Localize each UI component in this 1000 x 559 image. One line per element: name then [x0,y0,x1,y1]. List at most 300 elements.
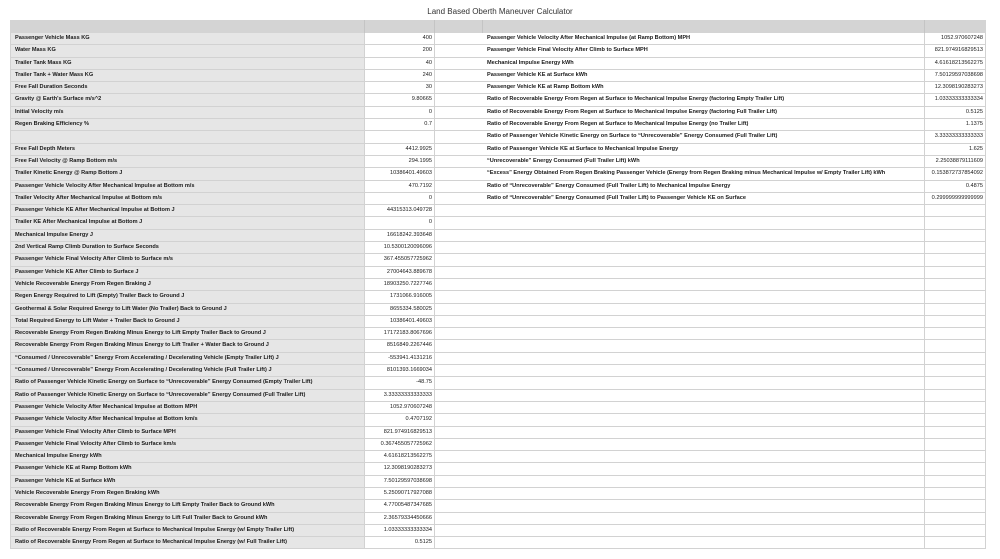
row-value-cell[interactable]: 17172183.8067696 [365,328,435,339]
row-value-cell[interactable] [925,230,986,241]
row-label-cell[interactable]: Mechanical Impulse Energy kWh [11,451,365,462]
empty-cell[interactable] [435,193,484,204]
row-value-cell[interactable] [925,217,986,228]
row-label-cell[interactable]: Passenger Vehicle KE After Mechanical Impulse at Bottom J [11,205,365,216]
row-label-cell[interactable] [483,537,925,548]
table-row [11,242,484,254]
row-value-cell[interactable] [925,525,986,536]
table-row [11,340,484,352]
row-label-cell[interactable] [483,365,925,376]
table-row [483,328,986,340]
row-label-cell[interactable]: Ratio of Recoverable Energy From Regen at Surface to Mechanical Impulse Energy (w/ Full Trailer Lift) [11,537,365,548]
empty-cell[interactable] [435,119,484,130]
row-value-cell[interactable] [925,463,986,474]
row-value-cell[interactable]: 1.03333333333334 [365,525,435,536]
row-label-cell[interactable] [483,230,925,241]
table-row [483,513,986,525]
row-value-cell[interactable] [925,513,986,524]
row-value-cell[interactable] [925,488,986,499]
empty-cell[interactable] [435,94,484,105]
table-row [11,463,484,475]
row-value-cell[interactable] [925,451,986,462]
row-label-cell[interactable]: Passenger Vehicle Final Velocity After Climb to Surface MPH [483,45,925,56]
table-row [483,107,986,119]
table-row [483,205,986,217]
empty-cell[interactable] [435,451,484,462]
table-row [483,414,986,426]
table-row [483,144,986,156]
table-row [11,217,484,229]
table-row [11,476,484,488]
column-header-c[interactable] [435,20,483,33]
empty-cell[interactable] [435,267,484,278]
row-value-cell[interactable]: 8655334.580025 [365,304,435,315]
table-row [483,131,986,143]
row-label-cell[interactable]: Geothermal & Solar Required Energy to Lift Water (No Trailer) Back to Ground J [11,304,365,315]
row-label-cell[interactable]: 2nd Vertical Ramp Climb Duration to Surface Seconds [11,242,365,253]
row-label-cell[interactable]: Ratio of Passenger Vehicle Kinetic Energy on Surface to “Unrecoverable” Energy Consumed (Empty Trailer Lift) [11,377,365,388]
row-label-cell[interactable] [483,316,925,327]
row-value-cell[interactable]: 0.299999999999999 [925,193,986,204]
row-label-cell[interactable]: Passenger Vehicle Velocity After Mechanical Impulse at Bottom m/s [11,181,365,192]
table-row [483,304,986,316]
table-row [483,537,986,549]
row-value-cell[interactable]: 16618242.393648 [365,230,435,241]
row-value-cell[interactable]: 3.33333333333333 [925,131,986,142]
row-value-cell[interactable]: 1.1375 [925,119,986,130]
row-value-cell[interactable]: 0 [365,217,435,228]
row-label-cell[interactable]: Gravity @ Earth's Surface m/s^2 [11,94,365,105]
row-label-cell[interactable]: Total Required Energy to Lift Water + Trailer Back to Ground J [11,316,365,327]
table-row [11,377,484,389]
row-label-cell[interactable]: Ratio of Passenger Vehicle Kinetic Energy on Surface to “Unrecoverable” Energy Consumed (Full Trailer Lift) [11,390,365,401]
row-value-cell[interactable]: 2.25038879111609 [925,156,986,167]
empty-cell[interactable] [435,82,484,93]
row-value-cell[interactable]: 10.5300120096096 [365,242,435,253]
row-label-cell[interactable] [483,340,925,351]
table-row [483,33,986,45]
row-value-cell[interactable]: 12.3098190283273 [365,463,435,474]
table-row [11,193,484,205]
table-row [11,205,484,217]
table-row [483,82,986,94]
row-value-cell[interactable] [925,304,986,315]
row-value-cell[interactable]: 27004643.889678 [365,267,435,278]
table-row [483,340,986,352]
row-value-cell[interactable] [925,390,986,401]
column-header-b[interactable] [365,20,435,33]
row-value-cell[interactable] [925,537,986,548]
row-value-cell[interactable]: 0 [365,193,435,204]
row-label-cell[interactable]: Ratio of Passenger Vehicle KE at Surface to Mechanical Impulse Energy [483,144,925,155]
table-row [11,45,484,57]
row-label-cell[interactable]: Passenger Vehicle Final Velocity After Climb to Surface MPH [11,427,365,438]
row-value-cell[interactable] [925,427,986,438]
table-row [11,525,484,537]
row-label-cell[interactable] [483,205,925,216]
row-label-cell[interactable]: Water Mass KG [11,45,365,56]
row-value-cell[interactable] [925,476,986,487]
row-value-cell[interactable]: 2.36579334450666 [365,513,435,524]
row-label-cell[interactable]: Ratio of “Unrecoverable” Energy Consumed (Full Trailer Lift) to Passenger Vehicle KE on Surface [483,193,925,204]
table-row [483,451,986,463]
table-row [483,70,986,82]
left-table [10,33,484,549]
row-label-cell[interactable]: “Unrecoverable” Energy Consumed (Full Trailer Lift) kWh [483,156,925,167]
row-label-cell[interactable]: Mechanical Impulse Energy kWh [483,58,925,69]
table-row [11,316,484,328]
row-value-cell[interactable]: 1052.970607248 [925,33,986,44]
empty-cell[interactable] [435,427,484,438]
row-value-cell[interactable]: 1.625 [925,144,986,155]
row-label-cell[interactable]: Passenger Vehicle Velocity After Mechanical Impulse at Bottom MPH [11,402,365,413]
empty-cell[interactable] [435,230,484,241]
row-value-cell[interactable] [925,328,986,339]
table-row [11,156,484,168]
empty-cell[interactable] [435,291,484,302]
empty-cell[interactable] [435,340,484,351]
row-value-cell[interactable]: 10386401.49603 [365,316,435,327]
row-label-cell[interactable]: Regen Energy Required to Lift (Empty) Trailer Back to Ground J [11,291,365,302]
empty-cell[interactable] [435,45,484,56]
row-label-cell[interactable] [483,267,925,278]
row-label-cell[interactable]: “Consumed / Unrecoverable” Energy From Accelerating / Decelerating Vehicle (Full Trailer Lift) J [11,365,365,376]
empty-cell[interactable] [435,537,484,548]
table-row [11,304,484,316]
row-label-cell[interactable] [483,291,925,302]
row-value-cell[interactable]: 44315313.049728 [365,205,435,216]
table-row [11,131,484,143]
row-label-cell[interactable]: Mechanical Impulse Energy J [11,230,365,241]
row-label-cell[interactable]: Passenger Vehicle KE After Climb to Surface J [11,267,365,278]
row-label-cell[interactable]: Free Fall Velocity @ Ramp Bottom m/s [11,156,365,167]
row-label-cell[interactable] [483,353,925,364]
row-value-cell[interactable] [925,242,986,253]
row-value-cell[interactable] [925,254,986,265]
table-row [483,365,986,377]
table-row [11,537,484,549]
row-value-cell[interactable]: 7.50129597038698 [365,476,435,487]
row-value-cell[interactable]: 821.974916829513 [365,427,435,438]
table-row [11,33,484,45]
row-label-cell[interactable]: Ratio of Passenger Vehicle Kinetic Energy on Surface to “Unrecoverable” Energy Consumed (Full Trailer Lift) [483,131,925,142]
empty-cell[interactable] [435,304,484,315]
row-value-cell[interactable]: 9.80665 [365,94,435,105]
row-value-cell[interactable]: 0.7 [365,119,435,130]
row-label-cell[interactable]: Passenger Vehicle KE at Ramp Bottom kWh [11,463,365,474]
empty-cell[interactable] [435,488,484,499]
row-value-cell[interactable] [925,377,986,388]
empty-cell[interactable] [435,217,484,228]
empty-cell[interactable] [435,156,484,167]
row-value-cell[interactable]: 240 [365,70,435,81]
table-row [483,476,986,488]
table-row [483,45,986,57]
row-label-cell[interactable]: Ratio of “Unrecoverable” Energy Consumed (Full Trailer Lift) to Mechanical Impulse Energy [483,181,925,192]
table-row [483,353,986,365]
row-label-cell[interactable] [483,377,925,388]
row-value-cell[interactable]: 0.4875 [925,181,986,192]
table-row [483,377,986,389]
row-label-cell[interactable] [483,390,925,401]
table-row [11,107,484,119]
row-value-cell[interactable] [925,340,986,351]
row-label-cell[interactable] [483,488,925,499]
table-row [11,181,484,193]
table-row [11,291,484,303]
table-row [483,217,986,229]
row-value-cell[interactable]: 0.367455057725962 [365,439,435,450]
empty-cell[interactable] [435,168,484,179]
row-value-cell[interactable] [925,205,986,216]
row-label-cell[interactable]: “Consumed / Unrecoverable” Energy From Accelerating / Decelerating Vehicle (Empty Trailer Lift) J [11,353,365,364]
table-row [483,168,986,180]
empty-cell[interactable] [435,439,484,450]
table-row [11,230,484,242]
empty-cell[interactable] [435,402,484,413]
table-row [11,439,484,451]
row-label-cell[interactable]: Passenger Vehicle KE at Surface kWh [11,476,365,487]
table-row [483,525,986,537]
table-row [11,168,484,180]
row-label-cell[interactable]: Ratio of Recoverable Energy From Regen at Surface to Mechanical Impulse Energy (no Trailer Lift) [483,119,925,130]
empty-cell[interactable] [435,316,484,327]
table-row [11,390,484,402]
row-value-cell[interactable] [925,267,986,278]
row-value-cell[interactable]: 470.7192 [365,181,435,192]
row-label-cell[interactable] [483,513,925,524]
row-label-cell[interactable] [11,131,365,142]
table-row [483,291,986,303]
row-label-cell[interactable]: Passenger Vehicle Velocity After Mechanical Impulse (at Ramp Bottom) MPH [483,33,925,44]
table-row [11,500,484,512]
empty-cell[interactable] [435,513,484,524]
column-header-a[interactable] [10,20,365,33]
row-label-cell[interactable]: Free Fall Depth Meters [11,144,365,155]
row-label-cell[interactable] [483,402,925,413]
table-row [483,267,986,279]
row-label-cell[interactable]: Trailer Velocity After Mechanical Impulse at Bottom m/s [11,193,365,204]
table-row [11,488,484,500]
row-label-cell[interactable]: Initial Velocity m/s [11,107,365,118]
table-row [483,390,986,402]
row-label-cell[interactable]: “Excess” Energy Obtained From Regen Braking Passenger Vehicle (Energy from Regen Braking minus Mechanical Impulse w/ Empty Trailer Lift) kWh [483,168,925,179]
row-label-cell[interactable] [483,254,925,265]
row-label-cell[interactable]: Passenger Vehicle KE at Surface kWh [483,70,925,81]
table-row [11,427,484,439]
row-value-cell[interactable]: 10386401.49603 [365,168,435,179]
row-value-cell[interactable]: 367.455057725962 [365,254,435,265]
table-row [483,181,986,193]
table-row [11,328,484,340]
empty-cell[interactable] [435,500,484,511]
row-value-cell[interactable]: 0.5125 [925,107,986,118]
table-row [483,402,986,414]
row-value-cell[interactable]: 30 [365,82,435,93]
empty-cell[interactable] [435,242,484,253]
table-row [483,427,986,439]
empty-cell[interactable] [435,107,484,118]
row-value-cell[interactable]: -553941.4131216 [365,353,435,364]
empty-cell[interactable] [435,390,484,401]
column-header-d[interactable] [483,20,925,33]
row-label-cell[interactable] [483,217,925,228]
table-row [483,94,986,106]
empty-cell[interactable] [435,254,484,265]
table-row [11,254,484,266]
row-value-cell[interactable] [365,131,435,142]
row-value-cell[interactable]: 8101393.1669034 [365,365,435,376]
row-value-cell[interactable]: 4.77005487347685 [365,500,435,511]
empty-cell[interactable] [435,463,484,474]
row-label-cell[interactable] [483,304,925,315]
empty-cell[interactable] [435,131,484,142]
empty-cell[interactable] [435,70,484,81]
row-label-cell[interactable]: Free Fall Duration Seconds [11,82,365,93]
table-row [11,70,484,82]
table-row [11,513,484,525]
row-label-cell[interactable]: Recoverable Energy From Regen Braking Minus Energy to Lift Empty Trailer Back to Ground J [11,328,365,339]
row-label-cell[interactable] [483,525,925,536]
row-value-cell[interactable] [925,291,986,302]
table-row [11,402,484,414]
row-value-cell[interactable] [925,500,986,511]
row-label-cell[interactable] [483,242,925,253]
row-value-cell[interactable]: -48.75 [365,377,435,388]
row-value-cell[interactable] [925,279,986,290]
row-label-cell[interactable] [483,463,925,474]
row-value-cell[interactable] [925,316,986,327]
row-label-cell[interactable] [483,328,925,339]
table-row [11,144,484,156]
row-value-cell[interactable]: 18903250.7227746 [365,279,435,290]
row-label-cell[interactable] [483,439,925,450]
table-row [11,58,484,70]
row-label-cell[interactable]: Ratio of Recoverable Energy From Regen at Surface to Mechanical Impulse Energy (factoring Full Trailer Lift) [483,107,925,118]
row-value-cell[interactable] [925,402,986,413]
row-label-cell[interactable]: Trailer Tank + Water Mass KG [11,70,365,81]
empty-cell[interactable] [435,58,484,69]
empty-cell[interactable] [435,377,484,388]
row-value-cell[interactable]: 4.61618213562275 [365,451,435,462]
empty-cell[interactable] [435,476,484,487]
column-header-band [10,20,986,34]
table-row [483,58,986,70]
row-label-cell[interactable]: Recoverable Energy From Regen Braking Minus Energy to Lift Full Trailer Back to Ground kWh [11,513,365,524]
table-row [483,463,986,475]
empty-cell[interactable] [435,181,484,192]
sheet-title: Land Based Oberth Maneuver Calculator [427,7,573,16]
row-label-cell[interactable] [483,427,925,438]
row-label-cell[interactable]: Trailer Tank Mass KG [11,58,365,69]
empty-cell[interactable] [435,279,484,290]
empty-cell[interactable] [435,525,484,536]
table-row [483,439,986,451]
row-value-cell[interactable]: 4412.9925 [365,144,435,155]
row-value-cell[interactable]: 821.974916829513 [925,45,986,56]
table-row [483,230,986,242]
row-value-cell[interactable] [925,439,986,450]
row-value-cell[interactable]: 7.50129597038698 [925,70,986,81]
row-label-cell[interactable]: Recoverable Energy From Regen Braking Minus Energy to Lift Trailer + Water Back to Ground J [11,340,365,351]
row-label-cell[interactable]: Vehicle Recoverable Energy From Regen Braking kWh [11,488,365,499]
table-row [483,193,986,205]
row-label-cell[interactable] [483,451,925,462]
empty-cell[interactable] [435,205,484,216]
row-label-cell[interactable]: Regen Braking Efficiency % [11,119,365,130]
table-row [483,316,986,328]
row-value-cell[interactable] [925,353,986,364]
row-value-cell[interactable]: 12.3098190283273 [925,82,986,93]
table-row [11,365,484,377]
row-label-cell[interactable]: Ratio of Recoverable Energy From Regen at Surface to Mechanical Impulse Energy (w/ Empty Trailer Lift) [11,525,365,536]
row-label-cell[interactable] [483,476,925,487]
row-value-cell[interactable]: 40 [365,58,435,69]
row-value-cell[interactable]: 0 [365,107,435,118]
row-value-cell[interactable]: 3.33333333333333 [365,390,435,401]
row-label-cell[interactable]: Vehicle Recoverable Energy From Regen Braking J [11,279,365,290]
table-row [11,267,484,279]
table-row [483,119,986,131]
table-row [483,500,986,512]
row-value-cell[interactable] [925,414,986,425]
right-table [483,33,986,549]
row-label-cell[interactable] [483,279,925,290]
table-row [483,488,986,500]
row-value-cell[interactable]: 8516849.2267446 [365,340,435,351]
table-row [11,414,484,426]
empty-cell[interactable] [435,33,484,44]
column-header-e[interactable] [925,20,986,33]
empty-cell[interactable] [435,353,484,364]
row-value-cell[interactable]: 200 [365,45,435,56]
empty-cell[interactable] [435,144,484,155]
row-label-cell[interactable]: Passenger Vehicle Final Velocity After Climb to Surface m/s [11,254,365,265]
row-value-cell[interactable]: 0.5125 [365,537,435,548]
table-row [11,353,484,365]
empty-cell[interactable] [435,365,484,376]
table-row [11,82,484,94]
row-label-cell[interactable]: Passenger Vehicle Final Velocity After Climb to Surface km/s [11,439,365,450]
table-row [11,119,484,131]
row-value-cell[interactable]: 1052.970607248 [365,402,435,413]
row-label-cell[interactable]: Ratio of Recoverable Energy From Regen at Surface to Mechanical Impulse Energy (factoring Empty Trailer Lift) [483,94,925,105]
table-row [483,279,986,291]
table-row [483,254,986,266]
row-label-cell[interactable] [483,414,925,425]
table-row [11,94,484,106]
table-row [483,156,986,168]
row-value-cell[interactable]: 0.4707192 [365,414,435,425]
empty-cell[interactable] [435,328,484,339]
row-label-cell[interactable]: Passenger Vehicle Mass KG [11,33,365,44]
row-value-cell[interactable]: 1.03333333333334 [925,94,986,105]
row-value-cell[interactable] [925,365,986,376]
row-label-cell[interactable]: Trailer Kinetic Energy @ Ramp Bottom J [11,168,365,179]
empty-cell[interactable] [435,414,484,425]
row-value-cell[interactable]: 400 [365,33,435,44]
row-label-cell[interactable]: Trailer KE After Mechanical Impulse at Bottom J [11,217,365,228]
row-value-cell[interactable]: 294.1995 [365,156,435,167]
row-value-cell[interactable]: 1731066.916005 [365,291,435,302]
row-value-cell[interactable]: 4.61618213562275 [925,58,986,69]
row-value-cell[interactable]: 5.25090717927088 [365,488,435,499]
row-value-cell[interactable]: 0.153872737854092 [925,168,986,179]
row-label-cell[interactable]: Passenger Vehicle Velocity After Mechanical Impulse at Bottom km/s [11,414,365,425]
row-label-cell[interactable]: Recoverable Energy From Regen Braking Minus Energy to Lift Empty Trailer Back to Ground kWh [11,500,365,511]
row-label-cell[interactable]: Passenger Vehicle KE at Ramp Bottom kWh [483,82,925,93]
row-label-cell[interactable] [483,500,925,511]
